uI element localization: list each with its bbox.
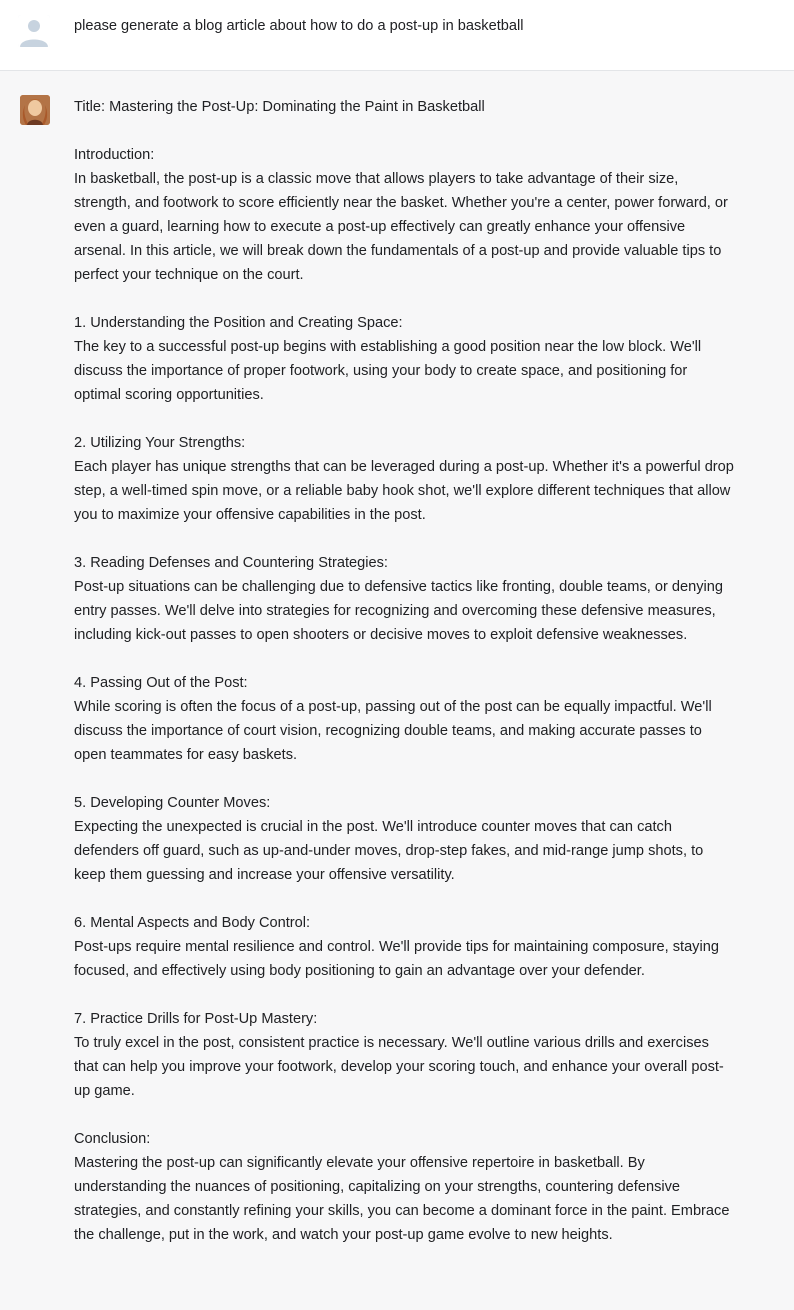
article-section [74,551,734,647]
section-body: Post-up situations can be challenging due to defensive tactics like fronting, double teams, or denying entry passes. We'll delve into strategies for recognizing and overcoming these defensive measures, including kick-out passes to open shooters or decisive moves to exploit defensive weaknesses. [74,579,724,643]
article-title: Title: Mastering the Post-Up: Dominating the Paint in Basketball [74,99,485,115]
section-body: Each player has unique strengths that can be leveraged during a post-up. Whether it's a powerful drop step, a well-timed spin move, or a reliable baby hook shot, we'll explore different techniques that allow you to maximize your offensive capabilities in the post. [74,459,734,523]
article-section [74,1127,734,1247]
portrait-avatar-icon [20,95,50,125]
section-heading: 6. Mental Aspects and Body Control: [74,915,311,931]
article-section [74,671,734,767]
assistant-message-body [74,95,734,1271]
section-heading: 1. Understanding the Position and Creating Space: [74,315,403,331]
section-body: Post-ups require mental resilience and control. We'll provide tips for maintaining composure, staying focused, and effectively using body positioning to gain an advantage over your defender. [74,939,719,979]
article-section [74,791,734,887]
section-heading: 4. Passing Out of the Post: [74,675,248,691]
user-avatar-icon [18,15,50,47]
assistant-message-row [0,71,794,1310]
article-section [74,143,734,287]
section-body: While scoring is often the focus of a post-up, passing out of the post can be equally impactful. We'll discuss the importance of court vision, recognizing double teams, and making accurate passes to open teammates for easy baskets. [74,699,712,763]
user-message-text: please generate a blog article about how to do a post-up in basketball [74,18,524,34]
section-body: Mastering the post-up can significantly elevate your offensive repertoire in basketball. By understanding the nuances of positioning, capitalizing on your strengths, countering defensive strategies, and constantly refining your skills, you can become a dominant force in the paint. Embrace the challenge, put in the work, and watch your post-up game evolve to new heights. [74,1155,730,1243]
section-heading: 3. Reading Defenses and Countering Strategies: [74,555,388,571]
article-section [74,911,734,983]
article-section [74,431,734,527]
article-section [74,311,734,407]
assistant-avatar-icon [20,95,50,125]
section-body: In basketball, the post-up is a classic move that allows players to take advantage of their size, strength, and footwork to score efficiently near the basket. Whether you're a center, power forward, or even a guard, learning how to execute a post-up effectively can greatly enhance your offensive arsenal. In this article, we will break down the fundamentals of a post-up and provide valuable tips to perfect your technique on the court. [74,171,728,283]
section-heading: 2. Utilizing Your Strengths: [74,435,246,451]
user-message-row [0,0,794,71]
article-section [74,1007,734,1103]
section-heading: Conclusion: [74,1131,151,1147]
section-body: To truly excel in the post, consistent practice is necessary. We'll outline various drills and exercises that can help you improve your footwork, develop your scoring touch, and enhance your overall post-up game. [74,1035,724,1099]
section-heading: Introduction: [74,147,155,163]
user-silhouette-icon [18,15,50,47]
section-heading: 7. Practice Drills for Post-Up Mastery: [74,1011,318,1027]
section-heading: 5. Developing Counter Moves: [74,795,271,811]
section-body: Expecting the unexpected is crucial in the post. We'll introduce counter moves that can catch defenders off guard, such as up-and-under moves, drop-step fakes, and mid-range jump shots, to keep them guessing and increase your offensive versatility. [74,819,704,883]
section-body: The key to a successful post-up begins with establishing a good position near the low block. We'll discuss the importance of proper footwork, using your body to create space, and positioning for optimal scoring opportunities. [74,339,702,403]
